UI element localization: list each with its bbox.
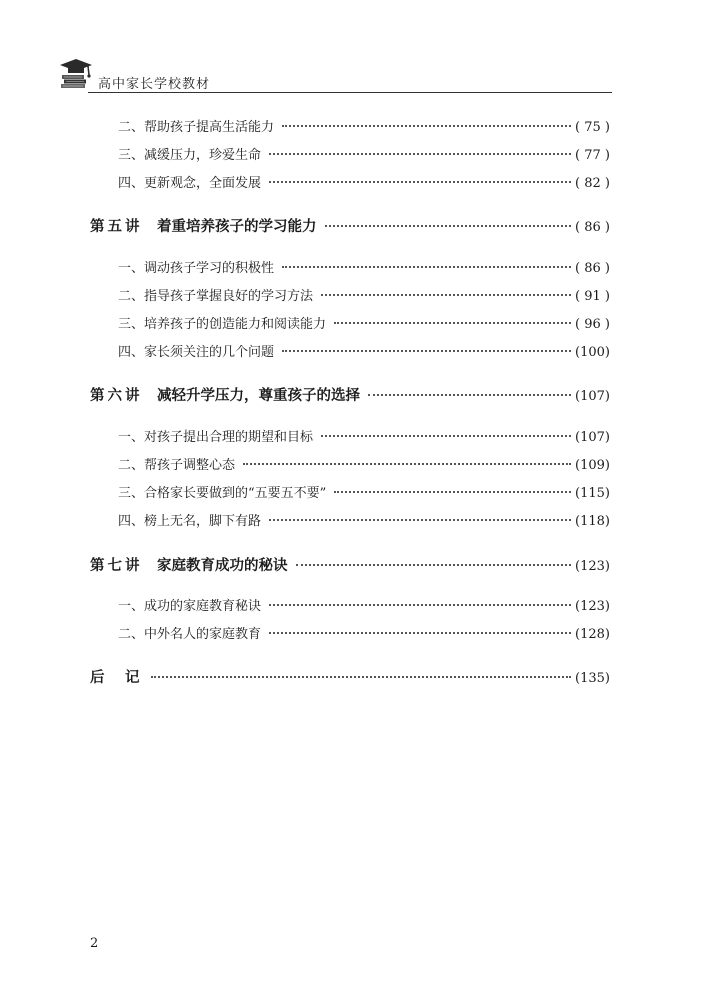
dot-leader bbox=[325, 210, 572, 227]
toc-page-number: ( 86 ) bbox=[575, 261, 610, 276]
toc-entry-title: 四、榜上无名，脚下有路 bbox=[118, 514, 262, 529]
header-title: 高中家长学校教材 bbox=[98, 77, 211, 92]
toc-entry-title: 二、帮孩子调整心态 bbox=[118, 458, 236, 473]
page-number: 2 bbox=[90, 936, 99, 951]
toc-page-number: (123) bbox=[575, 599, 610, 614]
toc-page-number: ( 91 ) bbox=[575, 289, 610, 304]
toc-entry-title: 三、合格家长要做到的“五要五不要” bbox=[118, 486, 327, 501]
dot-leader bbox=[269, 506, 571, 521]
toc-chapter-entry[interactable] bbox=[90, 383, 610, 405]
dot-leader bbox=[282, 112, 571, 127]
toc-entry-title: 二、帮助孩子提高生活能力 bbox=[118, 120, 275, 135]
toc-entry-title: 二、指导孩子掌握良好的学习方法 bbox=[118, 289, 314, 304]
dot-leader bbox=[269, 168, 571, 183]
toc-entry-title: 一、成功的家庭教育秘诀 bbox=[118, 599, 262, 614]
toc-page-number: (123) bbox=[575, 558, 610, 574]
toc-section-entry[interactable] bbox=[118, 510, 610, 529]
toc-section-entry[interactable] bbox=[118, 313, 610, 332]
toc-page-number: (107) bbox=[575, 430, 610, 445]
toc-chapter-title: 减轻升学压力，尊重孩子的选择 bbox=[157, 387, 360, 404]
toc-page-number: ( 75 ) bbox=[575, 120, 610, 135]
dot-leader bbox=[296, 549, 572, 566]
toc-page-number: (109) bbox=[575, 458, 610, 473]
toc-section-entry[interactable] bbox=[118, 595, 610, 614]
toc-entry-title: 三、培养孩子的创造能力和阅读能力 bbox=[118, 317, 327, 332]
dot-leader bbox=[368, 379, 571, 396]
toc-section-entry[interactable] bbox=[118, 172, 610, 191]
toc-entry-title: 一、调动孩子学习的积极性 bbox=[118, 261, 275, 276]
toc-chapter-entry[interactable] bbox=[90, 553, 610, 575]
toc-page-number: (118) bbox=[575, 514, 610, 529]
toc-entry-title: 四、更新观念，全面发展 bbox=[118, 176, 262, 191]
toc-section-entry[interactable] bbox=[118, 257, 610, 276]
dot-leader bbox=[282, 253, 571, 268]
dot-leader bbox=[321, 281, 571, 296]
toc-page-number: (128) bbox=[575, 627, 610, 642]
toc-section-entry[interactable] bbox=[118, 116, 610, 135]
running-header bbox=[58, 55, 612, 95]
dot-leader bbox=[269, 591, 571, 606]
toc-page-number: ( 77 ) bbox=[575, 148, 610, 163]
dot-leader bbox=[334, 309, 571, 324]
toc-entry-title bbox=[90, 384, 364, 405]
toc-entry-title: 三、减缓压力，珍爱生命 bbox=[118, 148, 262, 163]
toc-entry-title bbox=[90, 215, 321, 236]
dot-leader bbox=[243, 450, 571, 465]
dot-leader bbox=[282, 337, 571, 352]
toc-page-number: (100) bbox=[575, 345, 610, 360]
toc-section-entry[interactable] bbox=[118, 623, 610, 642]
dot-leader bbox=[334, 478, 571, 493]
toc-page-number: (115) bbox=[575, 486, 610, 501]
toc-page-number: ( 86 ) bbox=[575, 219, 610, 235]
toc-chapter-number: 第七讲 bbox=[90, 557, 143, 574]
toc-entry-title bbox=[90, 554, 292, 575]
graduation-cap-books-icon bbox=[58, 55, 96, 95]
toc-section-entry[interactable] bbox=[118, 482, 610, 501]
toc-page-number: (107) bbox=[575, 388, 610, 404]
toc-page-number: (135) bbox=[575, 670, 610, 686]
toc-entry-title: 二、中外名人的家庭教育 bbox=[118, 627, 262, 642]
dot-leader bbox=[269, 140, 571, 155]
toc-entry-title: 一、对孩子提出合理的期望和目标 bbox=[118, 430, 314, 445]
toc-chapter-number: 第五讲 bbox=[90, 218, 143, 235]
header-rule bbox=[88, 92, 612, 93]
toc-section-entry[interactable] bbox=[118, 285, 610, 304]
toc-section-entry[interactable] bbox=[118, 426, 610, 445]
toc-chapter-number: 第六讲 bbox=[90, 387, 143, 404]
toc-chapter-title: 家庭教育成功的秘诀 bbox=[157, 557, 288, 574]
toc-chapter-number: 后 记 bbox=[90, 669, 143, 686]
dot-leader bbox=[321, 422, 571, 437]
toc-section-entry[interactable] bbox=[118, 144, 610, 163]
toc-section-entry[interactable] bbox=[118, 341, 610, 360]
toc-chapter-title: 着重培养孩子的学习能力 bbox=[157, 218, 317, 235]
toc-page-number: ( 96 ) bbox=[575, 317, 610, 332]
toc-entry-title: 四、家长须关注的几个问题 bbox=[118, 345, 275, 360]
toc-chapter-entry[interactable] bbox=[90, 214, 610, 236]
dot-leader bbox=[151, 661, 572, 678]
toc-page-number: ( 82 ) bbox=[575, 176, 610, 191]
toc-entry-title bbox=[90, 666, 147, 687]
dot-leader bbox=[269, 619, 571, 634]
toc-chapter-entry[interactable] bbox=[90, 665, 610, 687]
toc-section-entry[interactable] bbox=[118, 454, 610, 473]
